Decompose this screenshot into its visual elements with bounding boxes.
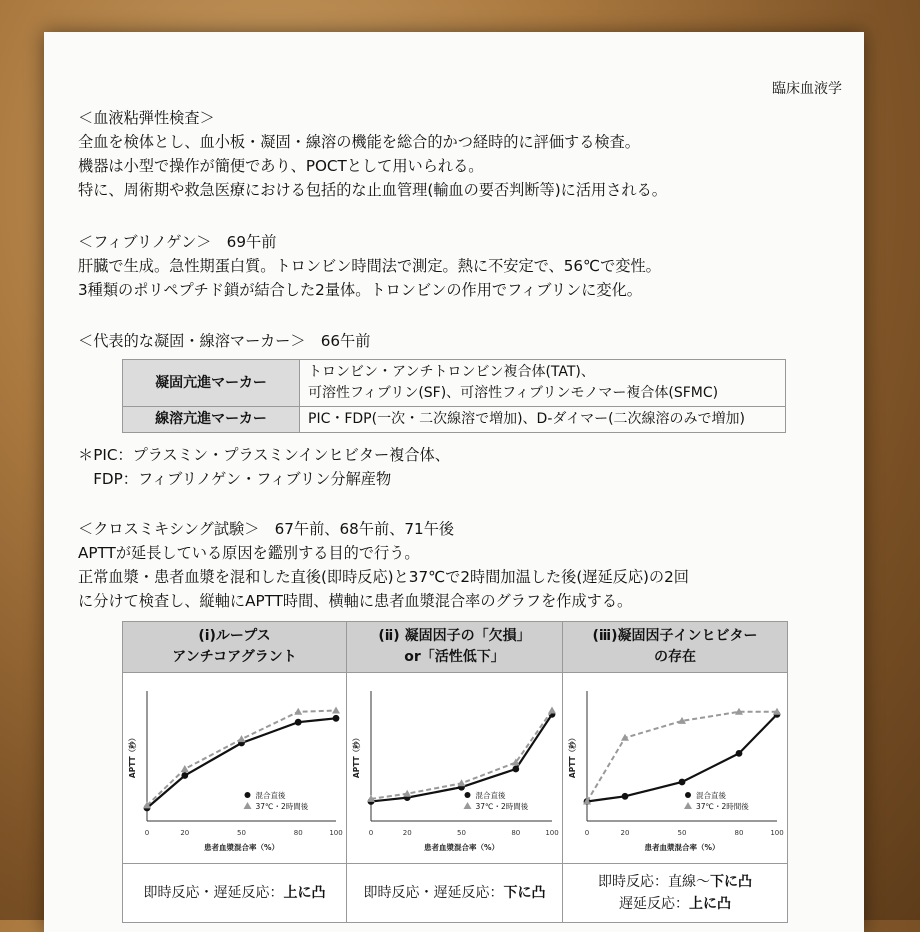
- panel-lupus: [123, 622, 347, 922]
- legend-circle-icon: [245, 792, 251, 798]
- crossmix-line-2: 正常血漿・患者血漿を混和した直後(即時反応)と37℃で2時間加温した後(遅延反応)の2回: [78, 568, 689, 586]
- data-point-triangle: [458, 779, 466, 786]
- panel-lupus-result: 即時反応・遅延反応：上に凸: [143, 885, 326, 901]
- x-tick-label: 0: [584, 829, 590, 837]
- x-tick-label: 80: [293, 829, 303, 837]
- series-line-immediate: [147, 718, 336, 808]
- crossmix-graph-table: [122, 621, 788, 923]
- fibrinogen-section: [78, 230, 661, 302]
- markers-row-1-value: [300, 360, 786, 407]
- fibrinogen-line-1: 肝臓で生成。急性期蛋白質。トロンビン時間法で測定。熱に不安定で、56℃で変性。: [78, 257, 661, 275]
- legend-circle-icon: [685, 792, 691, 798]
- markers-row-1-label: 凝固亢進マーカー: [123, 360, 300, 407]
- legend-label: 37℃・2時間後: [696, 802, 749, 811]
- subject-label: 臨床血液学: [772, 81, 842, 97]
- legend-circle-icon: [465, 792, 471, 798]
- viscoelastic-section: [78, 106, 667, 202]
- series-line-after-2h: [147, 711, 336, 806]
- series-line-immediate: [587, 714, 777, 801]
- legend-label: 混合直後: [696, 791, 726, 800]
- viscoelastic-line-1: 全血を検体とし、血小板・凝固・線溶の機能を総合的かつ経時的に評価する検査。: [78, 133, 640, 151]
- data-point-circle: [679, 779, 686, 786]
- y-axis-label: APTT（秒）: [128, 733, 137, 779]
- data-point-circle: [512, 766, 519, 773]
- legend-triangle-icon: [244, 802, 252, 809]
- markers-table: [122, 359, 786, 433]
- chart-inhibitor: [563, 673, 787, 863]
- x-tick-label: 20: [620, 829, 630, 837]
- data-point-circle: [622, 793, 629, 800]
- fibrinogen-heading: ＜フィブリノゲン＞ 69午前: [78, 233, 277, 251]
- x-tick-label: 80: [511, 829, 521, 837]
- crossmix-heading: ＜クロスミキシング試験＞ 67午前、68午前、71午後: [78, 520, 455, 538]
- x-tick-label: 0: [144, 829, 150, 837]
- fibrinogen-line-2: 3種類のポリペプチド鎖が結合した2量体。トロンビンの作用でフィブリンに変化。: [78, 281, 642, 299]
- markers-row-2-label: 線溶亢進マーカー: [123, 407, 300, 433]
- data-point-circle: [295, 719, 302, 726]
- data-point-triangle: [548, 707, 556, 714]
- panel-lupus-title: (ⅰ)ループス アンチコアグラント: [123, 622, 346, 673]
- x-tick-label: 100: [545, 829, 559, 837]
- crossmix-section: [78, 517, 689, 613]
- x-tick-label: 100: [329, 829, 343, 837]
- panel-inhibitor-result: 即時反応：直線〜下に凸 遅延反応：上に凸: [598, 874, 752, 912]
- data-point-triangle: [294, 708, 302, 715]
- panel-deficiency-result: 即時反応・遅延反応：下に凸: [363, 885, 546, 901]
- legend-label: 混合直後: [475, 791, 506, 800]
- data-point-triangle: [238, 735, 246, 742]
- data-point-circle: [333, 715, 340, 722]
- markers-notes: [78, 443, 450, 491]
- x-tick-label: 50: [677, 829, 687, 837]
- x-tick-label: 20: [180, 829, 190, 837]
- data-point-triangle: [332, 707, 340, 714]
- crossmix-line-3: に分けて検査し、縦軸にAPTT時間、横軸に患者血漿混合率のグラフを作成する。: [78, 592, 633, 610]
- legend-label: 37℃・2時間後: [255, 802, 309, 811]
- markers-note-1: ＊PIC：プラスミン・プラスミンインヒビター複合体、: [78, 446, 450, 464]
- markers-row-2-line-1: PIC・FDP(一次・二次線溶で増加)、D-ダイマー(二次線溶のみで増加): [308, 411, 746, 427]
- panel-deficiency: [347, 622, 563, 922]
- markers-row-1-line-1: トロンビン・アンチトロンビン複合体(TAT)、: [308, 364, 595, 380]
- table-row: [123, 360, 786, 407]
- markers-note-2: FDP：フィブリノゲン・フィブリン分解産物: [78, 470, 392, 488]
- legend-label: 混合直後: [255, 791, 286, 800]
- viscoelastic-heading: ＜血液粘弾性検査＞: [78, 109, 215, 127]
- x-tick-label: 80: [734, 829, 744, 837]
- chart-lupus: [123, 673, 346, 863]
- data-point-circle: [736, 750, 743, 757]
- panel-inhibitor: [563, 622, 787, 922]
- y-axis-label: APTT（秒）: [568, 733, 577, 779]
- x-tick-label: 50: [237, 829, 246, 837]
- y-axis-label: APTT（秒）: [352, 733, 361, 779]
- markers-row-1-line-2: 可溶性フィブリン(SF)、可溶性フィブリンモノマー複合体(SFMC): [308, 385, 719, 401]
- legend-label: 37℃・2時間後: [475, 802, 529, 811]
- x-tick-label: 20: [402, 829, 412, 837]
- chart-deficiency: [347, 673, 562, 863]
- panel-inhibitor-title: (ⅲ)凝固因子インヒビター の存在: [563, 622, 787, 673]
- data-point-triangle: [181, 765, 189, 772]
- series-line-after-2h: [587, 712, 777, 802]
- x-axis-label: 患者血漿混合率（%）: [203, 843, 280, 852]
- legend-triangle-icon: [684, 802, 692, 809]
- markers-row-2-value: [300, 407, 786, 433]
- table-row: [123, 407, 786, 433]
- x-tick-label: 100: [770, 829, 784, 837]
- data-point-triangle: [621, 734, 629, 741]
- markers-heading: ＜代表的な凝固・線溶マーカー＞ 66午前: [78, 332, 371, 350]
- x-axis-label: 患者血漿混合率（%）: [423, 843, 500, 852]
- viscoelastic-line-3: 特に、周術期や救急医療における包括的な止血管理(輸血の要否判断等)に活用される。: [78, 181, 667, 199]
- x-tick-label: 50: [457, 829, 466, 837]
- viscoelastic-line-2: 機器は小型で操作が簡便であり、POCTとして用いられる。: [78, 157, 484, 175]
- data-point-circle: [181, 772, 188, 779]
- x-axis-label: 患者血漿混合率（%）: [644, 843, 720, 852]
- legend-triangle-icon: [464, 802, 472, 809]
- crossmix-line-1: APTTが延長している原因を鑑別する目的で行う。: [78, 544, 420, 562]
- panel-deficiency-title: (ⅱ) 凝固因子の「欠損」 or「活性低下」: [347, 622, 562, 673]
- x-tick-label: 0: [368, 829, 374, 837]
